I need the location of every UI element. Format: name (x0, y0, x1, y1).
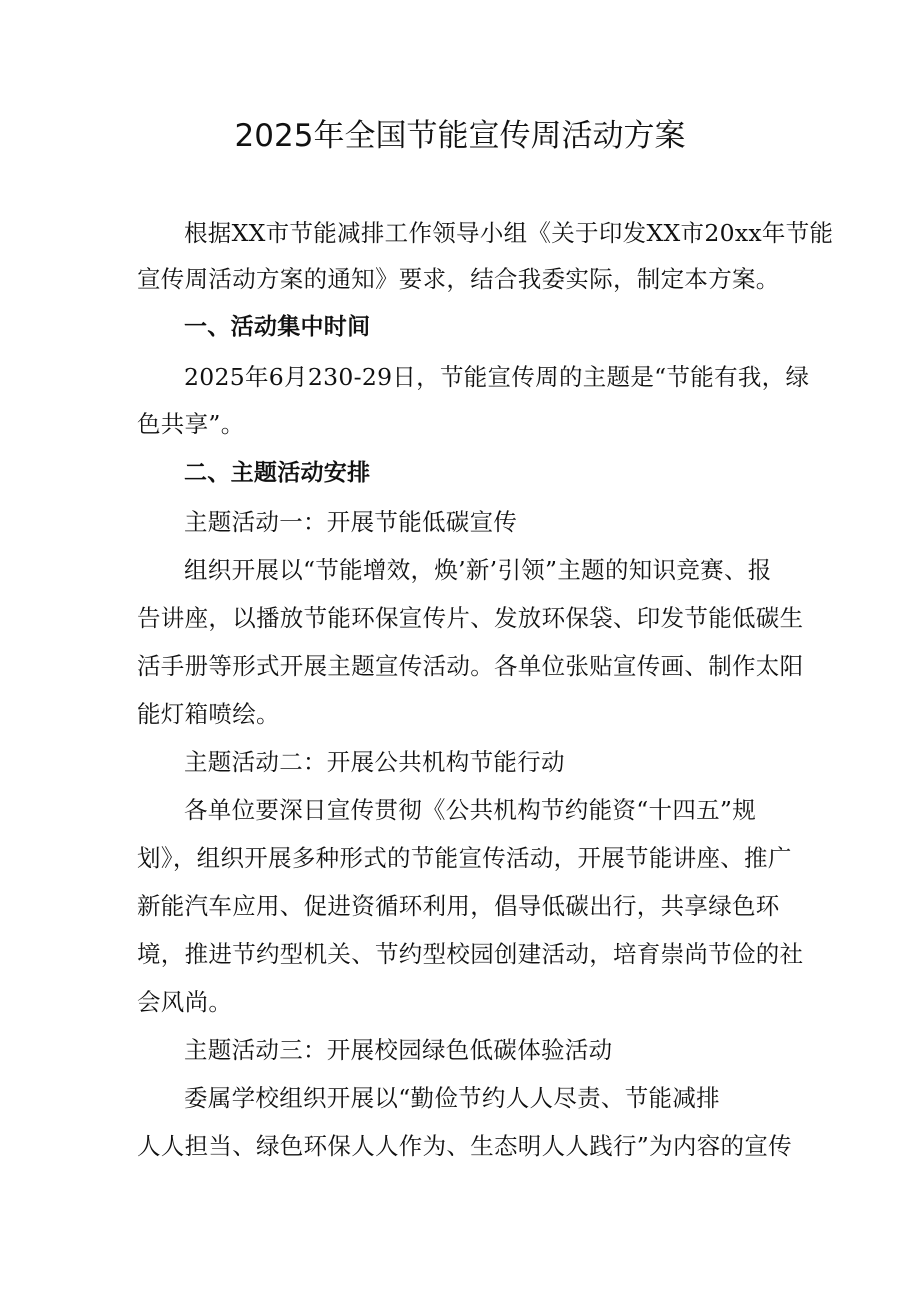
paragraph-activity-2-line-3: 新能汽车应用、促进资循环利用，倡导低碳出行，共享绿色环 (137, 892, 780, 920)
paragraph-activity-2-line-4: 境，推进节约型机关、节约型校园创建活动，培育崇尚节俭的社 (137, 940, 804, 968)
paragraph-activity-3-line-2: 人人担当、绿色环保人人作为、生态明人人践行”为内容的宣传 (137, 1132, 792, 1160)
paragraph-time-line-2: 色共享”。 (137, 410, 245, 438)
paragraph-activity-1-line-1: 组织开展以“节能增效，焕’新’引领”主题的知识竞赛、报 (184, 556, 772, 584)
paragraph-activity-2-line-2: 划》，组织开展多种形式的节能宣传活动，开展节能讲座、推广 (137, 844, 792, 872)
subheading-activity-2: 主题活动二：开展公共机构节能行动 (184, 748, 565, 776)
paragraph-activity-3-line-1: 委属学校组织开展以“勤俭节约人人尽责、节能减排 (184, 1084, 720, 1112)
paragraph-activity-2-line-5: 会风尚。 (137, 988, 233, 1016)
paragraph-intro-line-2: 宣传周活动方案的通知》要求，结合我委实际，制定本方案。 (137, 265, 780, 293)
document-title: 2025年全国节能宣传周活动方案 (234, 118, 686, 154)
paragraph-activity-1-line-4: 能灯箱喷绘。 (137, 700, 280, 728)
paragraph-activity-1-line-3: 活手册等形式开展主题宣传活动。各单位张贴宣传画、制作太阳 (137, 652, 804, 680)
paragraph-time-line-1: 2025年6月230-29日，节能宣传周的主题是“节能有我，绿 (184, 363, 810, 391)
subheading-activity-1: 主题活动一：开展节能低碳宣传 (184, 508, 518, 536)
paragraph-intro-line-1: 根据XX市节能减排工作领导小组《关于印发XX市20xx年节能 (184, 219, 834, 247)
subheading-activity-3: 主题活动三：开展校园绿色低碳体验活动 (184, 1036, 613, 1064)
paragraph-activity-1-line-2: 告讲座，以播放节能环保宣传片、发放环保袋、印发节能低碳生 (137, 604, 804, 632)
section-heading-1: 一、活动集中时间 (184, 314, 371, 340)
section-heading-2: 二、主题活动安排 (184, 460, 371, 486)
paragraph-activity-2-line-1: 各单位要深日宣传贯彻《公共机构节约能资“十四五”规 (184, 796, 757, 824)
